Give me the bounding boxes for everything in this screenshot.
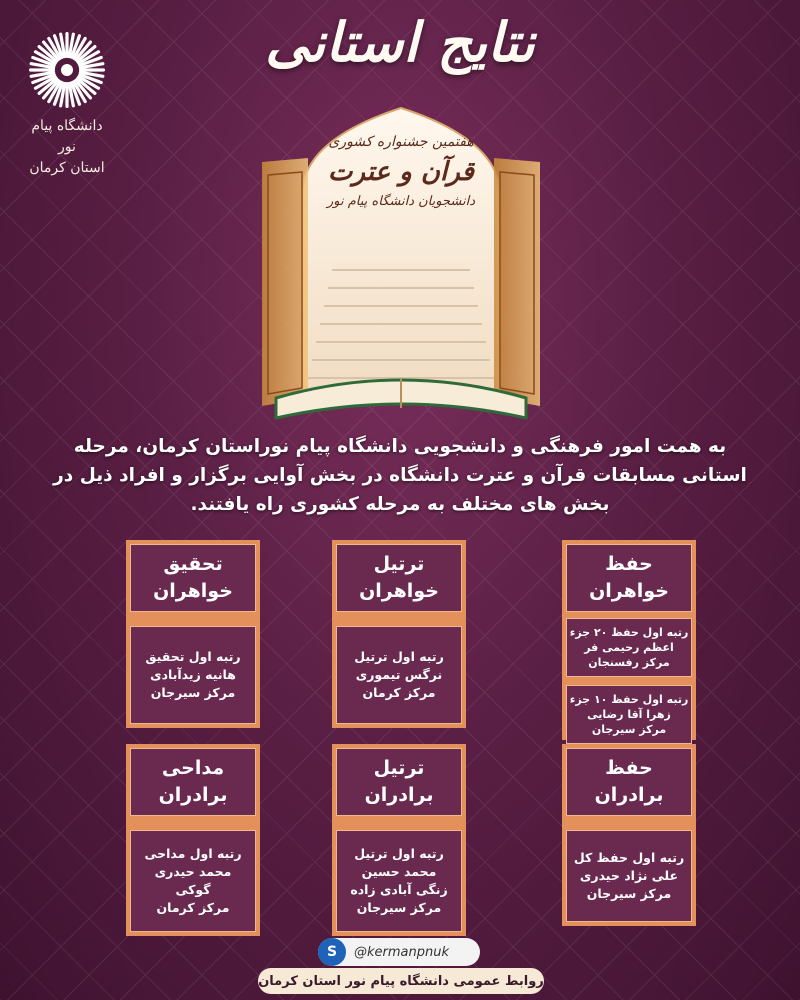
entry-rank: رتبه اول حفظ ۱۰ جزء <box>569 693 689 706</box>
card-body <box>336 626 462 724</box>
card-group: خواهران <box>359 580 439 602</box>
card-body <box>130 626 256 724</box>
illustration-line-1: هفتمین جشنواره کشوری <box>328 134 474 150</box>
card-group: برادران <box>364 784 434 806</box>
card-hefz-brothers <box>562 744 696 926</box>
entry-center: مرکز رفسنجان <box>588 656 670 669</box>
card-madahi-brothers <box>126 744 260 936</box>
winner-entry-1 <box>566 618 692 677</box>
card-category: ترتیل <box>373 757 425 779</box>
intro-paragraph: به همت امور فرهنگی و دانشجویی دانشگاه پیام نوراستان کرمان، مرحله استانی مسابقات قرآن و عترت دانشگاه در بخش آوایی برگزار و افراد ذیل در بخش های مختلف به مرحله کشوری راه یافتند. <box>53 436 747 515</box>
entry-rank: رتبه اول ترتیل <box>354 846 444 861</box>
logo-ray <box>65 82 68 108</box>
entry-name: نرگس تیموری <box>355 667 443 682</box>
entry-name-cont: گوکی <box>175 882 211 897</box>
entry-name-cont: زنگی آبادی زاده <box>350 882 448 897</box>
card-group: برادران <box>594 784 664 806</box>
entry-center: مرکز سیرجان <box>356 900 442 915</box>
illustration-line-3: دانشجویان دانشگاه پیام نور <box>327 194 475 209</box>
card-category: مداحی <box>161 757 225 779</box>
card-group: خواهران <box>153 580 233 602</box>
card-group: خواهران <box>589 580 669 602</box>
entry-name: هانیه زیدآبادی <box>150 667 236 682</box>
card-body <box>130 830 256 932</box>
card-body <box>566 626 692 736</box>
entry-rank: رتبه اول حفظ ۲۰ جزء <box>569 626 689 639</box>
social-handle-text: @kermanpnuk <box>354 944 449 960</box>
card-header <box>130 544 256 612</box>
card-body <box>566 830 692 922</box>
logo-line-1: دانشگاه پیام نور <box>31 118 103 155</box>
entry-rank: رتبه اول مداحی <box>144 846 242 861</box>
card-header <box>566 748 692 816</box>
card-body <box>336 830 462 932</box>
entry-center: مرکز سیرجان <box>150 685 236 700</box>
entry-name: محمد حیدری <box>154 864 232 879</box>
entry-center: مرکز سیرجان <box>586 886 672 901</box>
entry-name: محمد حسین <box>361 864 437 879</box>
entry-rank: رتبه اول تحقیق <box>145 649 241 664</box>
card-category: حفظ <box>605 757 653 779</box>
social-app-icon: S <box>318 938 346 966</box>
card-header <box>336 544 462 612</box>
entry-rank: رتبه اول حفظ کل <box>573 850 685 865</box>
page-title: نتایج استانی <box>265 10 535 74</box>
entry-center: مرکز کرمان <box>156 900 230 915</box>
card-category: تحقیق <box>163 553 223 575</box>
footer-credit: روابط عمومی دانشگاه پیام نور استان کرمان <box>258 968 544 994</box>
entry-center: مرکز کرمان <box>362 685 436 700</box>
logo-line-2: استان کرمان <box>29 160 105 176</box>
winner-entry-2 <box>566 685 692 744</box>
card-tartil-sisters <box>332 540 466 728</box>
entry-name: علی نژاد حیدری <box>579 868 679 883</box>
card-category: ترتیل <box>373 553 425 575</box>
card-category: حفظ <box>605 553 653 575</box>
card-hefz-sisters <box>562 540 696 740</box>
card-tartil-brothers <box>332 744 466 936</box>
card-header <box>336 748 462 816</box>
card-header <box>566 544 692 612</box>
card-group: برادران <box>158 784 228 806</box>
card-header <box>130 748 256 816</box>
entry-rank: رتبه اول ترتیل <box>354 649 444 664</box>
festival-illustration <box>262 100 540 430</box>
social-handle[interactable] <box>318 938 480 966</box>
card-tahghigh-sisters <box>126 540 260 728</box>
entry-name: اعظم رحیمی فر <box>584 641 674 654</box>
illustration-line-2: قرآن و عترت <box>328 156 474 187</box>
entry-name: زهرا آقا رضایی <box>587 708 671 721</box>
entry-center: مرکز سیرجان <box>591 723 667 736</box>
